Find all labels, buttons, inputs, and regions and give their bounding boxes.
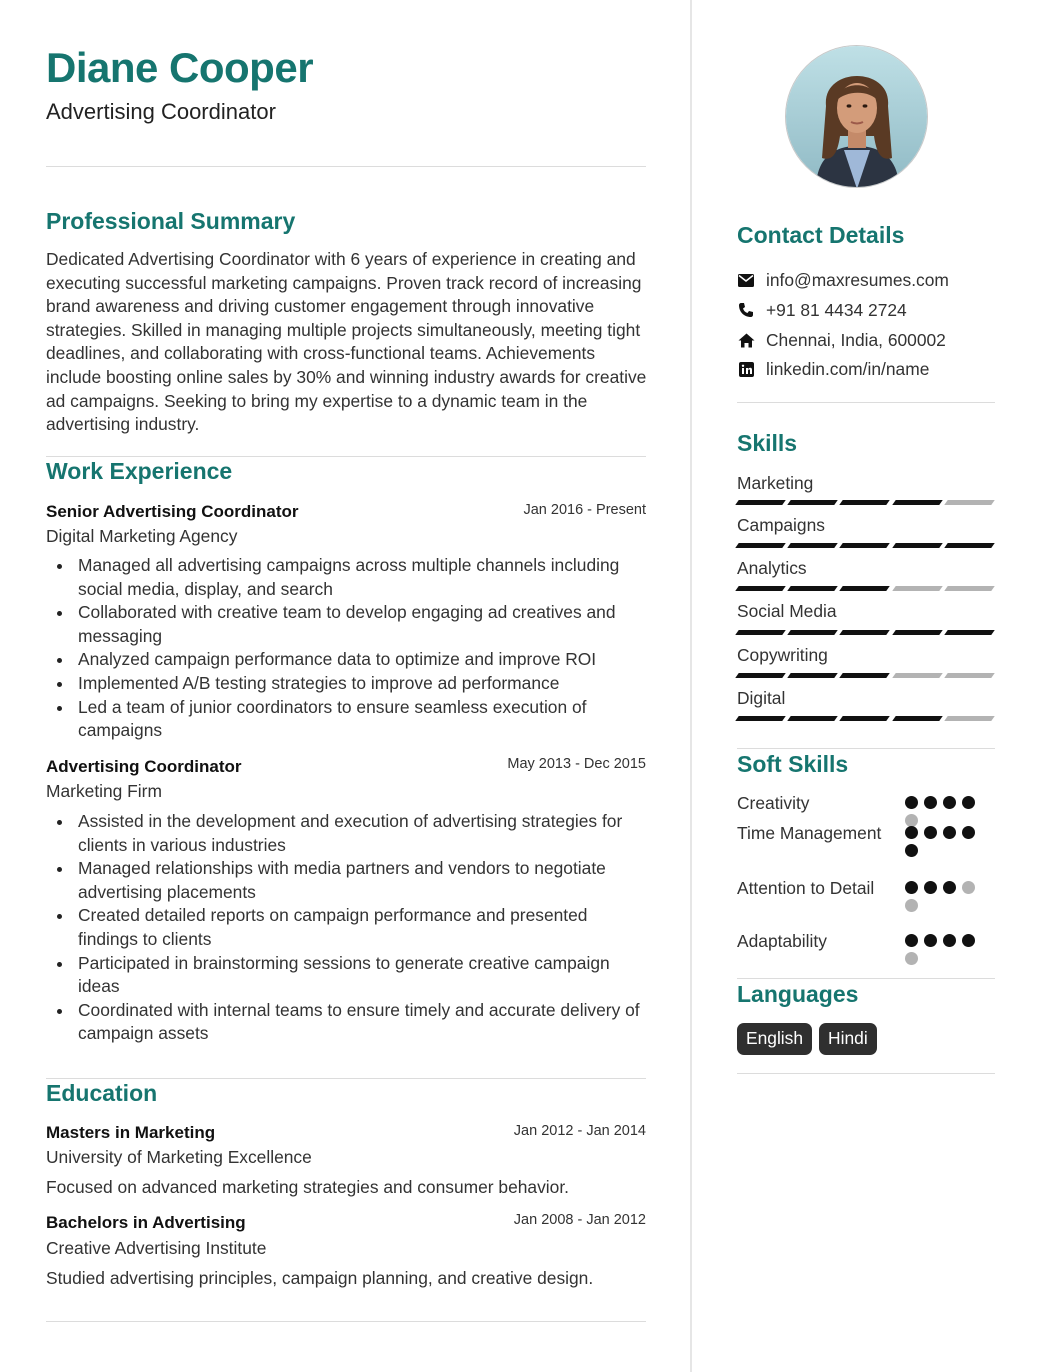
skill-segment-empty	[944, 500, 995, 505]
skill-segment-filled	[840, 543, 891, 548]
skill-level-bar	[737, 543, 993, 548]
languages-list	[737, 1023, 877, 1055]
languages-heading: Languages	[737, 981, 859, 1007]
skill-name: Social Media	[737, 601, 837, 621]
skill-segment-empty	[944, 673, 995, 678]
job-bullets	[78, 554, 648, 743]
skill-segment-filled	[735, 673, 786, 678]
soft-skill-rating	[905, 881, 983, 912]
skill-segment-filled	[892, 500, 943, 505]
rating-dot-filled	[924, 826, 937, 839]
rating-dot-filled	[943, 796, 956, 809]
education-date: Jan 2008 - Jan 2012	[513, 1212, 646, 1228]
skill-segment-empty	[944, 586, 995, 591]
soft-skill-rating	[905, 934, 983, 965]
soft-skill-name: Creativity	[737, 793, 810, 813]
rating-dot-filled	[924, 881, 937, 894]
skill-segment-filled	[787, 586, 838, 591]
soft-skill-rating	[905, 826, 983, 857]
skill-segment-filled	[787, 543, 838, 548]
list-item: Led a team of junior coordinators to ensure seamless execution of campaigns	[78, 696, 648, 743]
contact-phone[interactable]	[737, 299, 907, 321]
skill-segment-empty	[892, 586, 943, 591]
experience-heading: Work Experience	[46, 458, 233, 484]
language-badge: Hindi	[819, 1023, 877, 1055]
skill-name: Marketing	[737, 473, 814, 493]
soft-skill-rating	[905, 796, 983, 827]
rating-dot-filled	[962, 934, 975, 947]
education-date: Jan 2012 - Jan 2014	[513, 1123, 646, 1139]
skill-level-bar	[737, 716, 993, 721]
candidate-role: Advertising Coordinator	[46, 99, 276, 124]
rating-dot-filled	[962, 826, 975, 839]
divider	[46, 456, 646, 457]
skill-name: Campaigns	[737, 515, 825, 535]
list-item: Implemented A/B testing strategies to improve ad performance	[78, 672, 648, 696]
rating-dot-filled	[943, 934, 956, 947]
list-item: Coordinated with internal teams to ensure timely and accurate delivery of campaign assets	[78, 999, 648, 1046]
skill-name: Digital	[737, 688, 786, 708]
rating-dot-filled	[905, 826, 918, 839]
rating-dot-filled	[905, 844, 918, 857]
skill-segment-filled	[840, 716, 891, 721]
rating-dot-empty	[962, 881, 975, 894]
skill-segment-filled	[840, 630, 891, 635]
soft-skills-heading: Soft Skills	[737, 751, 849, 777]
summary-heading: Professional Summary	[46, 208, 296, 234]
home-icon	[737, 331, 755, 349]
degree-title: Bachelors in Advertising	[46, 1213, 246, 1232]
contact-linkedin[interactable]	[737, 358, 929, 380]
job-title: Senior Advertising Coordinator	[46, 502, 299, 521]
job-company: Digital Marketing Agency	[46, 526, 238, 546]
soft-skill-name: Attention to Detail	[737, 878, 875, 898]
skill-segment-filled	[892, 716, 943, 721]
skill-segment-filled	[735, 716, 786, 721]
skill-segment-filled	[787, 500, 838, 505]
job-title: Advertising Coordinator	[46, 757, 242, 776]
soft-skill-name: Adaptability	[737, 931, 827, 951]
soft-skill-name: Time Management	[737, 823, 882, 843]
skill-segment-filled	[840, 500, 891, 505]
skill-segment-empty	[944, 716, 995, 721]
skill-segment-empty	[892, 673, 943, 678]
school-name: Creative Advertising Institute	[46, 1238, 267, 1258]
job-bullets	[78, 810, 648, 1046]
email-text: info@maxresumes.com	[766, 269, 949, 290]
linkedin-icon	[737, 360, 755, 378]
skill-segment-filled	[735, 500, 786, 505]
job-date: May 2013 - Dec 2015	[507, 756, 646, 772]
degree-title: Masters in Marketing	[46, 1123, 216, 1142]
skill-segment-filled	[787, 673, 838, 678]
list-item: Managed relationships with media partners and vendors to negotiate advertising placements	[78, 857, 648, 904]
skill-level-bar	[737, 673, 993, 678]
rating-dot-filled	[905, 796, 918, 809]
skill-segment-filled	[944, 630, 995, 635]
rating-dot-filled	[905, 881, 918, 894]
contact-heading: Contact Details	[737, 222, 905, 248]
profile-photo	[785, 45, 928, 188]
skill-level-bar	[737, 586, 993, 591]
rating-dot-empty	[905, 952, 918, 965]
skills-heading: Skills	[737, 430, 798, 456]
skill-segment-filled	[735, 543, 786, 548]
column-divider	[690, 0, 692, 1372]
portrait-image	[786, 46, 928, 188]
rating-dot-filled	[924, 934, 937, 947]
divider	[46, 166, 646, 167]
list-item: Assisted in the development and execution of advertising strategies for clients in various industries	[78, 810, 648, 857]
phone-text: +91 81 4434 2724	[766, 299, 907, 320]
skill-segment-filled	[840, 586, 891, 591]
skill-segment-filled	[840, 673, 891, 678]
list-item: Participated in brainstorming sessions to generate creative campaign ideas	[78, 952, 648, 999]
skill-level-bar	[737, 630, 993, 635]
rating-dot-filled	[943, 826, 956, 839]
rating-dot-filled	[943, 881, 956, 894]
skill-level-bar	[737, 500, 993, 505]
list-item: Created detailed reports on campaign performance and presented findings to clients	[78, 904, 648, 951]
rating-dot-empty	[905, 899, 918, 912]
job-date: Jan 2016 - Present	[523, 502, 646, 518]
contact-email[interactable]	[737, 269, 949, 291]
divider	[737, 748, 995, 749]
skill-name: Copywriting	[737, 645, 828, 665]
education-heading: Education	[46, 1080, 158, 1106]
skill-segment-filled	[892, 630, 943, 635]
divider	[737, 402, 995, 403]
summary-text: Dedicated Advertising Coordinator with 6 years of experience in creating and executing successful marketing campaigns. Proven track record of increasing brand awareness and driving customer engagement through innovative strategies. Skilled in managing multiple projects simultaneously, meeting tight deadlines, and collaborating with cross-functional teams. Achievements include boosting online sales by 30% and winning industry awards for creative ad campaigns. Seeking to bring my expertise to a dynamic team in the advertising industry.	[46, 249, 647, 435]
rating-dot-filled	[924, 796, 937, 809]
school-name: University of Marketing Excellence	[46, 1147, 312, 1167]
job-company: Marketing Firm	[46, 781, 162, 801]
skill-name: Analytics	[737, 558, 807, 578]
divider	[737, 1073, 995, 1074]
divider	[46, 1078, 646, 1079]
address-text: Chennai, India, 600002	[766, 329, 946, 350]
list-item: Collaborated with creative team to develop engaging ad creatives and messaging	[78, 601, 648, 648]
skill-segment-filled	[787, 630, 838, 635]
linkedin-text: linkedin.com/in/name	[766, 358, 930, 379]
phone-icon	[737, 301, 755, 319]
contact-address	[737, 329, 946, 351]
skill-segment-filled	[892, 543, 943, 548]
rating-dot-filled	[905, 934, 918, 947]
skill-segment-filled	[735, 630, 786, 635]
skill-segment-filled	[787, 716, 838, 721]
list-item: Analyzed campaign performance data to optimize and improve ROI	[78, 648, 648, 672]
education-description: Focused on advanced marketing strategies and consumer behavior.	[46, 1177, 569, 1197]
rating-dot-filled	[962, 796, 975, 809]
divider	[46, 1321, 646, 1322]
language-badge: English	[737, 1023, 812, 1055]
skill-segment-filled	[944, 543, 995, 548]
skill-segment-filled	[735, 586, 786, 591]
education-description: Studied advertising principles, campaign planning, and creative design.	[46, 1268, 594, 1288]
envelope-icon	[737, 271, 755, 289]
divider	[737, 978, 995, 979]
candidate-name: Diane Cooper	[46, 44, 314, 91]
list-item: Managed all advertising campaigns across multiple channels including social media, display, and search	[78, 554, 648, 601]
